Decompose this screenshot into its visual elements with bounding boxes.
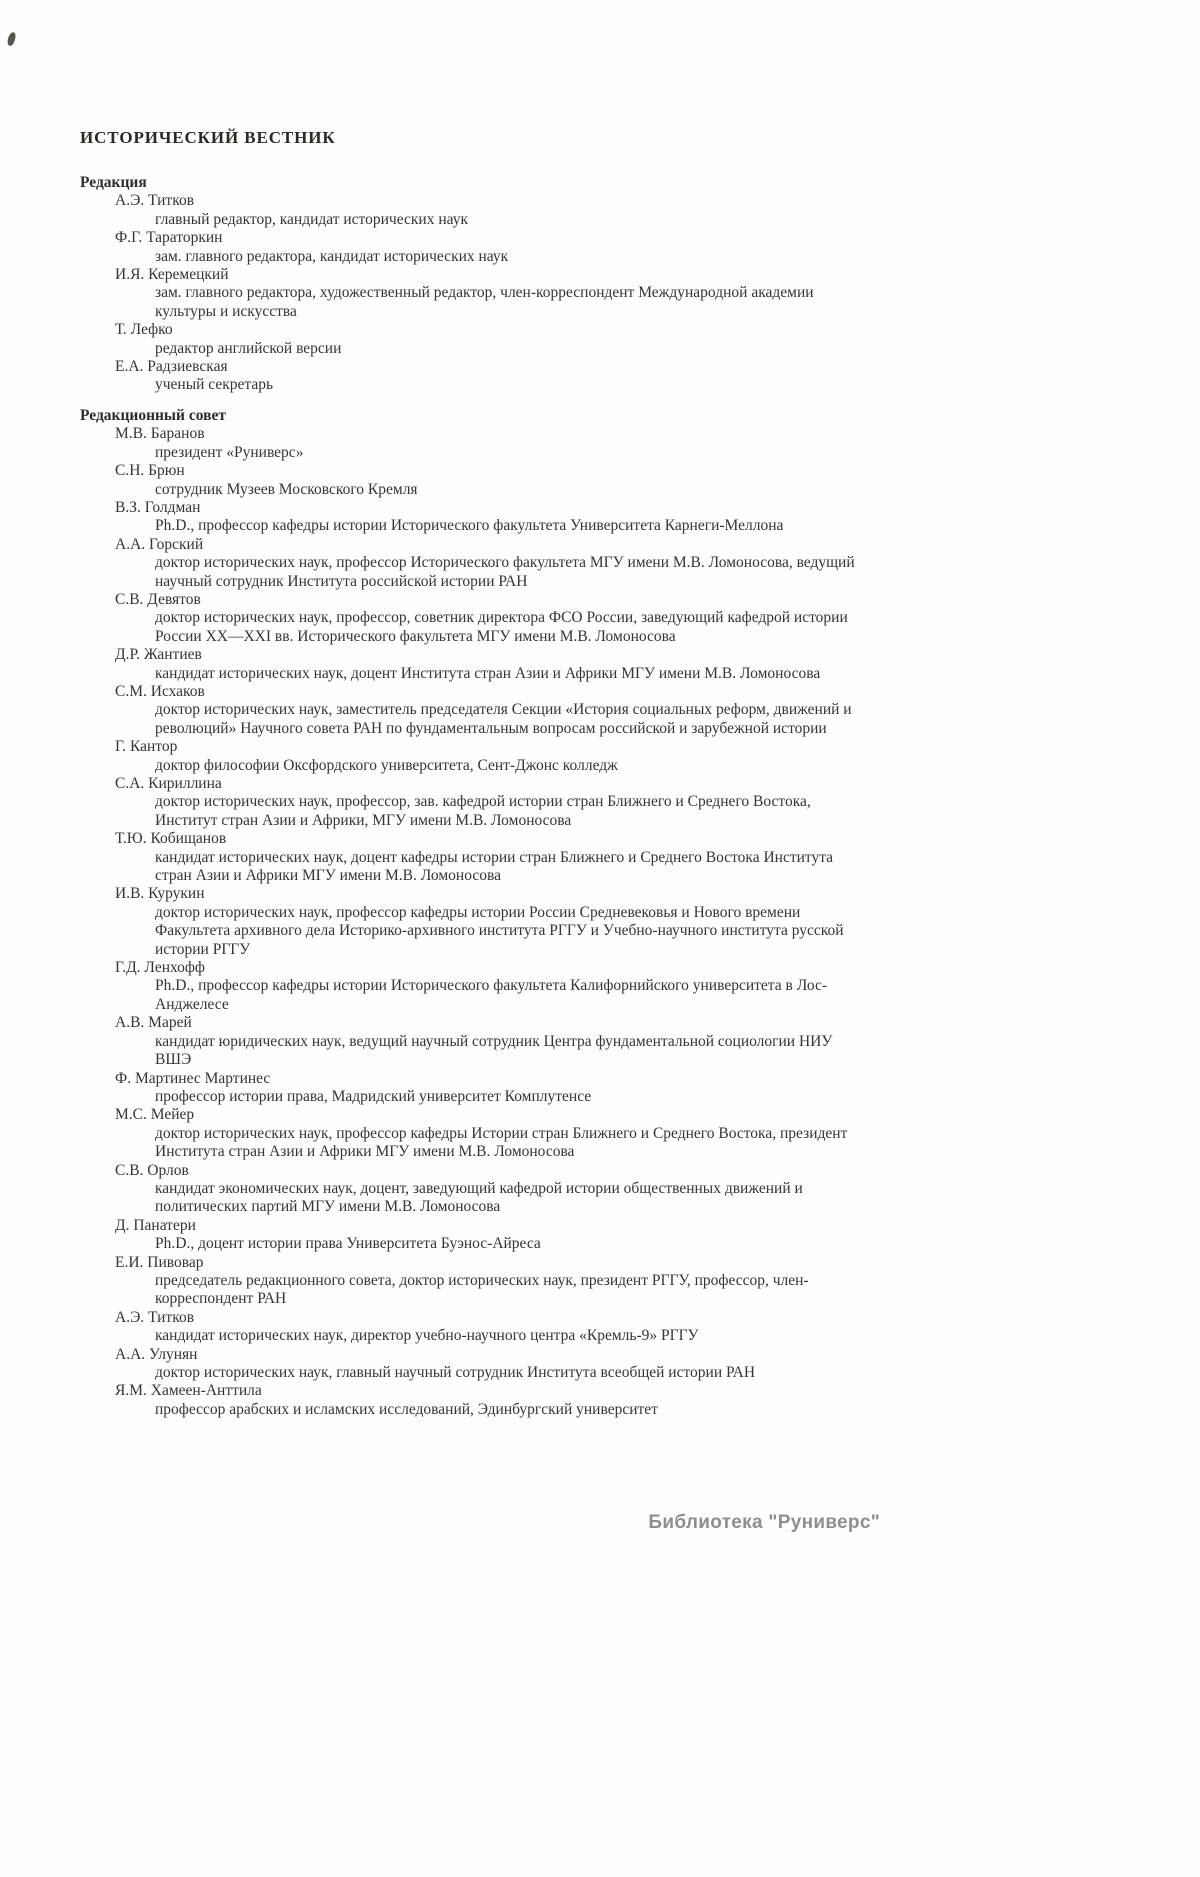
member-entry <box>80 425 885 462</box>
member-entry <box>80 775 885 830</box>
member-role: профессор истории права, Мадридский университет Комплутенсе <box>155 1087 592 1105</box>
member-entry <box>80 499 885 536</box>
member-name: Ф. Мартинес Мартинес <box>115 1069 271 1087</box>
member-entry <box>80 646 885 683</box>
member-name: Т.Ю. Кобищанов <box>115 830 227 848</box>
member-role: кандидат исторических наук, доцент Института стран Азии и Африки МГУ имени М.В. Ломоносова <box>155 664 821 682</box>
member-name: А.А. Улунян <box>115 1345 198 1363</box>
member-role: зам. главного редактора, кандидат исторических наук <box>155 247 509 265</box>
member-list <box>80 425 885 1419</box>
member-name: М.В. Баранов <box>115 425 205 443</box>
page-title: ИСТОРИЧЕСКИЙ ВЕСТНИК <box>80 128 336 147</box>
member-role: редактор английской версии <box>155 339 342 357</box>
member-name: М.С. Мейер <box>115 1106 195 1124</box>
member-role: доктор исторических наук, главный научный сотрудник Института всеобщей истории РАН <box>155 1364 756 1381</box>
member-entry <box>80 1254 885 1309</box>
member-name: Е.А. Радзиевская <box>115 358 228 376</box>
member-entry <box>80 683 885 738</box>
member-name: Ф.Г. Тараторкин <box>115 229 223 247</box>
member-entry <box>80 1162 885 1217</box>
scan-artifact <box>7 31 17 46</box>
member-name: Т. Лефко <box>115 321 173 339</box>
section-heading: Редакция <box>80 174 147 191</box>
editorial-section <box>80 407 885 1419</box>
member-name: И.В. Курукин <box>115 885 205 903</box>
member-name: Я.М. Хамеен-Анттила <box>115 1382 262 1400</box>
member-role: зам. главного редактора, художественный редактор, член-корреспондент Международной академии культуры и искусства <box>155 284 814 320</box>
member-name: С.А. Кириллина <box>115 775 222 792</box>
member-entry <box>80 536 885 591</box>
member-entry <box>80 1346 885 1383</box>
member-entry <box>80 591 885 646</box>
member-name: Д. Панатери <box>115 1216 196 1234</box>
member-role: Ph.D., профессор кафедры истории Исторического факультета Калифорнийского университета в Лос-Анджелесе <box>155 977 828 1013</box>
member-name: С.В. Девятов <box>115 590 201 608</box>
member-entry <box>80 321 885 358</box>
member-role: кандидат экономических наук, доцент, заведующий кафедрой истории общественных движений и политических партий МГУ имени М.В. Ломоносова <box>155 1179 803 1216</box>
member-name: Г. Кантор <box>115 738 178 756</box>
member-name: А.А. Горский <box>115 535 204 553</box>
member-role: доктор философии Оксфордского университета, Сент-Джонс колледж <box>155 756 618 774</box>
member-name: А.Э. Титков <box>115 192 195 210</box>
member-list <box>80 192 885 394</box>
member-role: председатель редакционного совета, доктор исторических наук, президент РГГУ, профессор, член-корреспондент РАН <box>155 1271 809 1308</box>
member-entry <box>80 1070 885 1107</box>
member-entry <box>80 1309 885 1346</box>
member-role: профессор арабских и исламских исследований, Эдинбургский университет <box>155 1400 658 1418</box>
page-content <box>80 128 885 1419</box>
member-role: Ph.D., профессор кафедры истории Исторического факультета Университета Карнеги-Меллона <box>155 517 784 535</box>
member-entry <box>80 885 885 959</box>
member-role: ученый секретарь <box>155 376 274 394</box>
member-role: кандидат исторических наук, доцент кафедры истории стран Ближнего и Среднего Востока Института стран Азии и Африки МГУ имени М.В. Ломоносова <box>155 848 834 885</box>
member-entry <box>80 462 885 499</box>
member-entry <box>80 1382 885 1419</box>
member-name: С.М. Исхаков <box>115 682 205 700</box>
member-role: доктор исторических наук, профессор Исторического факультета МГУ имени М.В. Ломоносова, ведущий научный сотрудник Института российской истории РАН <box>155 554 855 590</box>
member-role: кандидат юридических наук, ведущий научный сотрудник Центра фундаментальной социологии НИУ ВШЭ <box>155 1032 833 1069</box>
member-name: С.Н. Брюн <box>115 462 185 480</box>
member-name: А.Э. Титков <box>115 1308 195 1326</box>
member-name: Д.Р. Жантиев <box>115 646 202 664</box>
member-role: главный редактор, кандидат исторических наук <box>155 210 468 228</box>
member-role: сотрудник Музеев Московского Кремля <box>155 480 418 498</box>
member-entry <box>80 959 885 1014</box>
member-entry <box>80 1014 885 1069</box>
member-entry <box>80 266 885 321</box>
editorial-section <box>80 174 885 395</box>
member-role: доктор исторических наук, профессор кафедры Истории стран Ближнего и Среднего Востока, президент Института стран Азии и Африки МГУ имени М.В. Ломоносова <box>155 1124 848 1161</box>
member-name: В.З. Голдман <box>115 498 201 516</box>
member-role: президент «Руниверс» <box>155 443 304 461</box>
section-heading: Редакционный совет <box>80 406 226 424</box>
member-name: Г.Д. Ленхофф <box>115 959 205 977</box>
member-entry <box>80 1106 885 1161</box>
member-role: доктор исторических наук, профессор, советник директора ФСО России, заведующий кафедрой истории России XX—XXI вв. Исторического факультета МГУ имени М.В. Ломоносова <box>155 609 848 645</box>
member-role: доктор исторических наук, заместитель председателя Секции «История социальных реформ, движений и революций» Научного совета РАН по фундаментальным вопросам российской и зарубежной истории <box>155 701 852 737</box>
member-role: кандидат исторических наук, директор учебно-научного центра «Кремль-9» РГГУ <box>155 1327 699 1345</box>
member-entry <box>80 229 885 266</box>
member-entry <box>80 1217 885 1254</box>
member-entry <box>80 738 885 775</box>
sections <box>80 174 885 1419</box>
member-name: Е.И. Пивовар <box>115 1253 204 1271</box>
member-entry <box>80 192 885 229</box>
member-name: С.В. Орлов <box>115 1161 189 1179</box>
member-name: И.Я. Керемецкий <box>115 266 229 284</box>
member-role: Ph.D., доцент истории права Университета Буэнос-Айреса <box>155 1235 541 1253</box>
footer-watermark: Библиотека "Руниверс" <box>648 1512 880 1533</box>
member-entry <box>80 830 885 885</box>
member-role: доктор исторических наук, профессор, зав. кафедрой истории стран Ближнего и Среднего Востока, Институт стран Азии и Африки, МГУ имени М.В. Ломоносова <box>155 793 811 829</box>
member-entry <box>80 358 885 395</box>
member-role: доктор исторических наук, профессор кафедры истории России Средневековья и Нового времени Факультета архивного дела Историко-архивного института РГГУ и Учебно-научного института русской истории РГГУ <box>155 903 844 958</box>
member-name: А.В. Марей <box>115 1014 192 1032</box>
